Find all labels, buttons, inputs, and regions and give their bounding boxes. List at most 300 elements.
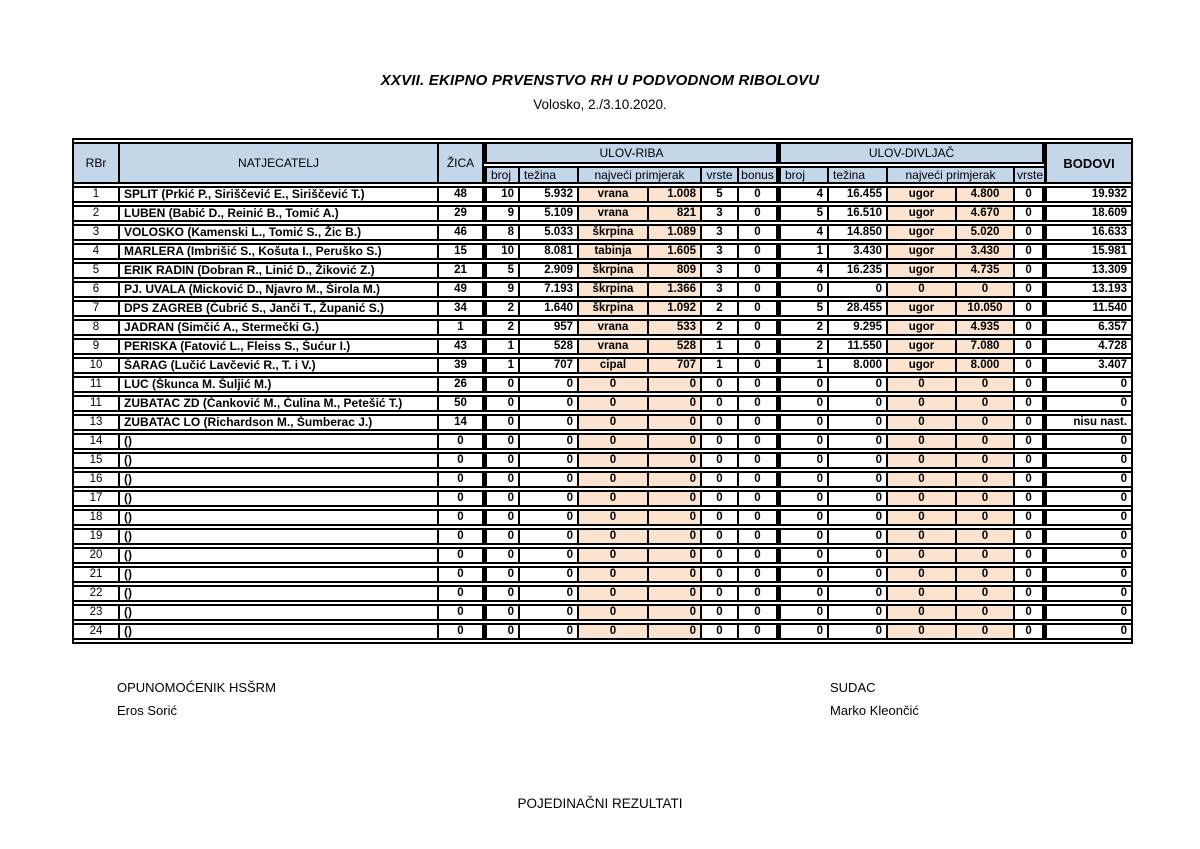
cell-team-name: ERIK RADIN (Dobran R., Linić D., Žiković Z.): [120, 262, 439, 279]
cell-team-name: (): [120, 490, 439, 507]
cell-riba-bonus: 0: [739, 224, 778, 241]
cell-divljac-broj: 0: [778, 471, 829, 488]
col-header-riba-vrste: vrste: [702, 166, 739, 184]
cell-divljac-broj: 5: [778, 205, 829, 222]
cell-riba-bonus: 0: [739, 623, 778, 640]
cell-riba-vrste: 3: [702, 224, 739, 241]
table-row: [74, 471, 1131, 488]
cell-bodovi: 0: [1044, 376, 1131, 393]
cell-divljac-broj: 2: [778, 319, 829, 336]
cell-riba-najveci-vrsta: škrpina: [579, 300, 649, 317]
cell-divljac-vrste: 0: [1015, 281, 1044, 298]
cell-riba-najveci-vrsta: škrpina: [579, 262, 649, 279]
cell-riba-broj: 10: [484, 243, 520, 260]
cell-riba-najveci-tezina: 0: [649, 509, 702, 526]
cell-team-name: PJ. UVALA (Micković D., Njavro M., Širola M.): [120, 281, 439, 298]
table-row: [74, 585, 1131, 602]
cell-riba-bonus: 0: [739, 357, 778, 374]
cell-riba-najveci-tezina: 0: [649, 433, 702, 450]
table-row: [74, 186, 1131, 203]
cell-rank: 9: [74, 338, 120, 355]
col-header-riba-najveci-primjerak: najveći primjerak: [579, 166, 702, 184]
cell-divljac-najveci-tezina: 8.000: [957, 357, 1015, 374]
cell-riba-bonus: 0: [739, 604, 778, 621]
cell-divljac-najveci-vrsta: 0: [888, 281, 957, 298]
signature-block-commissioner: [117, 676, 276, 722]
cell-team-name: (): [120, 528, 439, 545]
cell-riba-najveci-tezina: 0: [649, 604, 702, 621]
cell-divljac-najveci-vrsta: ugor: [888, 338, 957, 355]
cell-zica: 0: [439, 547, 484, 564]
cell-zica: 0: [439, 433, 484, 450]
cell-zica: 14: [439, 414, 484, 431]
cell-divljac-najveci-tezina: 4.800: [957, 186, 1015, 203]
cell-riba-bonus: 0: [739, 300, 778, 317]
judge-role: SUDAC: [830, 680, 876, 695]
cell-riba-vrste: 2: [702, 319, 739, 336]
cell-divljac-najveci-vrsta: 0: [888, 547, 957, 564]
cell-riba-najveci-vrsta: škrpina: [579, 224, 649, 241]
cell-divljac-tezina: 0: [829, 509, 888, 526]
cell-riba-tezina: 0: [520, 623, 579, 640]
cell-divljac-vrste: 0: [1015, 395, 1044, 412]
cell-rank: 19: [74, 528, 120, 545]
cell-divljac-najveci-tezina: 0: [957, 623, 1015, 640]
cell-divljac-tezina: 0: [829, 547, 888, 564]
cell-riba-broj: 0: [484, 547, 520, 564]
cell-team-name: PERISKA (Fatović L., Fleiss S., Šućur I.): [120, 338, 439, 355]
cell-riba-broj: 9: [484, 205, 520, 222]
cell-rank: 4: [74, 243, 120, 260]
table-row: [74, 357, 1131, 374]
table-row: [74, 490, 1131, 507]
commissioner-role: OPUNOMOĆENIK HSŠRM: [117, 680, 276, 695]
cell-rank: 5: [74, 262, 120, 279]
cell-riba-broj: 1: [484, 338, 520, 355]
cell-divljac-broj: 0: [778, 509, 829, 526]
cell-divljac-najveci-tezina: 5.020: [957, 224, 1015, 241]
cell-bodovi: 0: [1044, 395, 1131, 412]
col-header-zica: ŽICA: [439, 142, 484, 184]
cell-bodovi: 11.540: [1044, 300, 1131, 317]
cell-bodovi: 15.981: [1044, 243, 1131, 260]
group-header-ulov-divljac: ULOV-DIVLJAČ: [778, 142, 1044, 164]
cell-riba-najveci-tezina: 0: [649, 528, 702, 545]
cell-divljac-najveci-tezina: 10.050: [957, 300, 1015, 317]
cell-divljac-tezina: 0: [829, 452, 888, 469]
cell-divljac-najveci-vrsta: 0: [888, 528, 957, 545]
cell-divljac-broj: 0: [778, 452, 829, 469]
cell-bodovi: 6.357: [1044, 319, 1131, 336]
cell-zica: 43: [439, 338, 484, 355]
page-subtitle: Volosko, 2./3.10.2020.: [533, 97, 667, 112]
cell-divljac-vrste: 0: [1015, 490, 1044, 507]
cell-team-name: ZUBATAC ZD (Čanković M., Čulina M., Petešić T.): [120, 395, 439, 412]
table-row: [74, 623, 1131, 640]
col-header-riba-tezina: težina: [520, 166, 579, 184]
cell-bodovi: 19.932: [1044, 186, 1131, 203]
table-row: [74, 452, 1131, 469]
cell-team-name: (): [120, 604, 439, 621]
cell-divljac-vrste: 0: [1015, 414, 1044, 431]
cell-bodovi: 16.633: [1044, 224, 1131, 241]
cell-divljac-najveci-tezina: 0: [957, 281, 1015, 298]
cell-divljac-najveci-vrsta: ugor: [888, 224, 957, 241]
cell-divljac-najveci-vrsta: 0: [888, 604, 957, 621]
col-header-divljac-najveci-primjerak: najveći primjerak: [888, 166, 1015, 184]
cell-riba-vrste: 0: [702, 566, 739, 583]
cell-riba-broj: 0: [484, 414, 520, 431]
results-table: [74, 140, 1131, 642]
cell-divljac-najveci-tezina: 0: [957, 528, 1015, 545]
cell-riba-tezina: 957: [520, 319, 579, 336]
cell-riba-broj: 10: [484, 186, 520, 203]
cell-riba-broj: 0: [484, 623, 520, 640]
cell-riba-bonus: 0: [739, 376, 778, 393]
cell-divljac-najveci-vrsta: 0: [888, 433, 957, 450]
cell-riba-tezina: 0: [520, 414, 579, 431]
cell-riba-najveci-vrsta: 0: [579, 471, 649, 488]
cell-riba-tezina: 0: [520, 490, 579, 507]
cell-divljac-tezina: 0: [829, 623, 888, 640]
cell-divljac-tezina: 9.295: [829, 319, 888, 336]
cell-divljac-najveci-vrsta: ugor: [888, 319, 957, 336]
cell-divljac-tezina: 3.430: [829, 243, 888, 260]
cell-riba-najveci-vrsta: 0: [579, 433, 649, 450]
cell-divljac-vrste: 0: [1015, 509, 1044, 526]
cell-divljac-broj: 4: [778, 224, 829, 241]
cell-zica: 21: [439, 262, 484, 279]
cell-riba-bonus: 0: [739, 414, 778, 431]
table-row: [74, 243, 1131, 260]
table-row: [74, 395, 1131, 412]
cell-riba-najveci-vrsta: 0: [579, 452, 649, 469]
cell-riba-najveci-tezina: 707: [649, 357, 702, 374]
cell-riba-tezina: 0: [520, 471, 579, 488]
cell-team-name: JADRAN (Simčić A., Stermečki G.): [120, 319, 439, 336]
cell-bodovi: 0: [1044, 585, 1131, 602]
cell-riba-najveci-vrsta: 0: [579, 623, 649, 640]
cell-riba-vrste: 1: [702, 338, 739, 355]
cell-riba-tezina: 2.909: [520, 262, 579, 279]
cell-riba-vrste: 0: [702, 604, 739, 621]
cell-riba-najveci-tezina: 528: [649, 338, 702, 355]
cell-riba-bonus: 0: [739, 281, 778, 298]
cell-zica: 49: [439, 281, 484, 298]
cell-divljac-najveci-tezina: 0: [957, 509, 1015, 526]
table-row: [74, 528, 1131, 545]
cell-divljac-broj: 0: [778, 281, 829, 298]
cell-divljac-vrste: 0: [1015, 338, 1044, 355]
cell-rank: 14: [74, 433, 120, 450]
table-row: [74, 566, 1131, 583]
cell-divljac-broj: 0: [778, 623, 829, 640]
table-row: [74, 433, 1131, 450]
cell-riba-najveci-vrsta: 0: [579, 547, 649, 564]
cell-divljac-tezina: 16.235: [829, 262, 888, 279]
results-table-container: [72, 138, 1133, 644]
cell-divljac-broj: 0: [778, 433, 829, 450]
cell-bodovi: 4.728: [1044, 338, 1131, 355]
cell-divljac-vrste: 0: [1015, 376, 1044, 393]
cell-bodovi: 0: [1044, 566, 1131, 583]
cell-riba-najveci-vrsta: 0: [579, 490, 649, 507]
cell-team-name: (): [120, 623, 439, 640]
cell-divljac-tezina: 16.455: [829, 186, 888, 203]
cell-riba-tezina: 1.640: [520, 300, 579, 317]
cell-divljac-tezina: 0: [829, 395, 888, 412]
cell-riba-broj: 0: [484, 509, 520, 526]
cell-divljac-broj: 0: [778, 547, 829, 564]
cell-divljac-tezina: 0: [829, 490, 888, 507]
cell-riba-najveci-tezina: 0: [649, 471, 702, 488]
cell-divljac-najveci-vrsta: ugor: [888, 300, 957, 317]
cell-divljac-tezina: 0: [829, 433, 888, 450]
cell-divljac-najveci-vrsta: 0: [888, 585, 957, 602]
cell-divljac-tezina: 0: [829, 604, 888, 621]
cell-bodovi: 13.309: [1044, 262, 1131, 279]
cell-riba-tezina: 0: [520, 566, 579, 583]
cell-zica: 0: [439, 509, 484, 526]
group-header-ulov-riba: ULOV-RIBA: [484, 142, 778, 164]
cell-divljac-najveci-tezina: 0: [957, 414, 1015, 431]
cell-divljac-vrste: 0: [1015, 547, 1044, 564]
cell-riba-najveci-tezina: 821: [649, 205, 702, 222]
cell-team-name: (): [120, 452, 439, 469]
table-row: [74, 376, 1131, 393]
table-row: [74, 262, 1131, 279]
cell-riba-vrste: 5: [702, 186, 739, 203]
cell-zica: 48: [439, 186, 484, 203]
cell-divljac-vrste: 0: [1015, 205, 1044, 222]
cell-team-name: (): [120, 509, 439, 526]
cell-divljac-najveci-tezina: 0: [957, 452, 1015, 469]
cell-riba-broj: 8: [484, 224, 520, 241]
col-header-divljac-vrste: vrste: [1015, 166, 1044, 184]
cell-riba-tezina: 8.081: [520, 243, 579, 260]
cell-divljac-broj: 2: [778, 338, 829, 355]
cell-divljac-vrste: 0: [1015, 243, 1044, 260]
cell-divljac-tezina: 0: [829, 281, 888, 298]
cell-divljac-najveci-tezina: 0: [957, 547, 1015, 564]
cell-riba-bonus: 0: [739, 471, 778, 488]
cell-divljac-broj: 5: [778, 300, 829, 317]
cell-divljac-najveci-tezina: 7.080: [957, 338, 1015, 355]
cell-riba-broj: 0: [484, 604, 520, 621]
cell-riba-najveci-tezina: 0: [649, 376, 702, 393]
cell-zica: 0: [439, 528, 484, 545]
cell-rank: 6: [74, 281, 120, 298]
cell-bodovi: 0: [1044, 452, 1131, 469]
cell-riba-broj: 0: [484, 395, 520, 412]
cell-riba-vrste: 3: [702, 262, 739, 279]
cell-team-name: (): [120, 433, 439, 450]
cell-divljac-tezina: 0: [829, 414, 888, 431]
cell-divljac-tezina: 0: [829, 566, 888, 583]
cell-riba-bonus: 0: [739, 509, 778, 526]
cell-bodovi: 18.609: [1044, 205, 1131, 222]
cell-divljac-najveci-tezina: 0: [957, 604, 1015, 621]
cell-riba-najveci-tezina: 0: [649, 452, 702, 469]
cell-riba-najveci-vrsta: 0: [579, 585, 649, 602]
cell-bodovi: 0: [1044, 623, 1131, 640]
cell-riba-broj: 5: [484, 262, 520, 279]
cell-riba-bonus: 0: [739, 490, 778, 507]
cell-riba-broj: 2: [484, 319, 520, 336]
cell-zica: 34: [439, 300, 484, 317]
cell-divljac-najveci-tezina: 0: [957, 585, 1015, 602]
signature-block-judge: [830, 676, 919, 722]
cell-riba-tezina: 0: [520, 604, 579, 621]
cell-riba-tezina: 0: [520, 547, 579, 564]
cell-riba-najveci-tezina: 0: [649, 623, 702, 640]
cell-team-name: LUBEN (Babić D., Reinić B., Tomić A.): [120, 205, 439, 222]
cell-zica: 0: [439, 623, 484, 640]
cell-riba-bonus: 0: [739, 395, 778, 412]
cell-riba-tezina: 0: [520, 585, 579, 602]
cell-riba-najveci-tezina: 0: [649, 585, 702, 602]
cell-riba-najveci-vrsta: 0: [579, 604, 649, 621]
cell-riba-vrste: 1: [702, 357, 739, 374]
cell-riba-najveci-vrsta: 0: [579, 414, 649, 431]
cell-divljac-najveci-tezina: 0: [957, 395, 1015, 412]
cell-divljac-najveci-vrsta: ugor: [888, 357, 957, 374]
cell-divljac-vrste: 0: [1015, 566, 1044, 583]
cell-rank: 18: [74, 509, 120, 526]
table-row: [74, 509, 1131, 526]
cell-riba-najveci-vrsta: vrana: [579, 319, 649, 336]
cell-divljac-tezina: 0: [829, 585, 888, 602]
cell-riba-tezina: 0: [520, 376, 579, 393]
cell-riba-vrste: 0: [702, 414, 739, 431]
cell-riba-najveci-tezina: 0: [649, 414, 702, 431]
cell-rank: 11: [74, 376, 120, 393]
cell-bodovi: 0: [1044, 509, 1131, 526]
cell-riba-najveci-tezina: 1.605: [649, 243, 702, 260]
cell-riba-bonus: 0: [739, 319, 778, 336]
cell-riba-tezina: 0: [520, 509, 579, 526]
cell-riba-vrste: 0: [702, 528, 739, 545]
cell-bodovi: 3.407: [1044, 357, 1131, 374]
col-header-riba-broj: broj: [484, 166, 520, 184]
cell-riba-vrste: 0: [702, 547, 739, 564]
cell-divljac-najveci-vrsta: 0: [888, 509, 957, 526]
cell-rank: 22: [74, 585, 120, 602]
cell-divljac-broj: 1: [778, 243, 829, 260]
table-row: [74, 414, 1131, 431]
cell-divljac-najveci-tezina: 4.670: [957, 205, 1015, 222]
cell-team-name: DPS ZAGREB (Čubrić S., Janči T., Županić S.): [120, 300, 439, 317]
cell-bodovi: 0: [1044, 547, 1131, 564]
cell-rank: 2: [74, 205, 120, 222]
cell-riba-tezina: 528: [520, 338, 579, 355]
table-row: [74, 281, 1131, 298]
commissioner-name: Eros Sorić: [117, 703, 177, 718]
cell-zica: 0: [439, 566, 484, 583]
cell-riba-bonus: 0: [739, 566, 778, 583]
cell-riba-najveci-vrsta: 0: [579, 395, 649, 412]
cell-rank: 17: [74, 490, 120, 507]
cell-rank: 11: [74, 395, 120, 412]
cell-bodovi: 0: [1044, 471, 1131, 488]
cell-divljac-vrste: 0: [1015, 604, 1044, 621]
cell-team-name: ZUBATAC LO (Richardson M., Šumberac J.): [120, 414, 439, 431]
cell-divljac-najveci-tezina: 0: [957, 433, 1015, 450]
cell-bodovi: 0: [1044, 490, 1131, 507]
footer-sheet-label: POJEDINAČNI REZULTATI: [517, 796, 683, 811]
cell-zica: 0: [439, 604, 484, 621]
cell-team-name: (): [120, 566, 439, 583]
cell-riba-vrste: 0: [702, 471, 739, 488]
cell-divljac-broj: 0: [778, 585, 829, 602]
cell-rank: 7: [74, 300, 120, 317]
cell-zica: 15: [439, 243, 484, 260]
cell-team-name: MARLERA (Imbrišić S., Košuta I., Peruško S.): [120, 243, 439, 260]
cell-zica: 39: [439, 357, 484, 374]
cell-divljac-broj: 0: [778, 414, 829, 431]
cell-riba-najveci-tezina: 1.366: [649, 281, 702, 298]
cell-rank: 24: [74, 623, 120, 640]
table-row: [74, 604, 1131, 621]
cell-riba-najveci-tezina: 0: [649, 547, 702, 564]
cell-divljac-vrste: 0: [1015, 528, 1044, 545]
table-row: [74, 205, 1131, 222]
col-header-riba-bonus: bonus: [739, 166, 778, 184]
cell-riba-broj: 0: [484, 585, 520, 602]
cell-riba-najveci-tezina: 1.092: [649, 300, 702, 317]
cell-zica: 0: [439, 452, 484, 469]
cell-zica: 0: [439, 585, 484, 602]
cell-rank: 8: [74, 319, 120, 336]
table-row: [74, 338, 1131, 355]
page-title: XXVII. EKIPNO PRVENSTVO RH U PODVODNOM RIBOLOVU: [380, 72, 820, 89]
cell-riba-broj: 1: [484, 357, 520, 374]
cell-riba-tezina: 0: [520, 528, 579, 545]
cell-divljac-vrste: 0: [1015, 186, 1044, 203]
cell-riba-najveci-tezina: 809: [649, 262, 702, 279]
cell-divljac-najveci-tezina: 4.735: [957, 262, 1015, 279]
cell-bodovi: 0: [1044, 528, 1131, 545]
col-header-rbr: RBr: [74, 142, 120, 184]
cell-riba-vrste: 0: [702, 433, 739, 450]
cell-divljac-tezina: 11.550: [829, 338, 888, 355]
cell-rank: 21: [74, 566, 120, 583]
col-header-divljac-tezina: težina: [829, 166, 888, 184]
judge-name: Marko Kleončić: [830, 703, 919, 718]
cell-riba-vrste: 0: [702, 490, 739, 507]
cell-divljac-tezina: 0: [829, 471, 888, 488]
cell-riba-najveci-tezina: 0: [649, 566, 702, 583]
cell-riba-najveci-vrsta: vrana: [579, 338, 649, 355]
cell-riba-tezina: 0: [520, 452, 579, 469]
cell-divljac-najveci-vrsta: ugor: [888, 186, 957, 203]
cell-divljac-vrste: 0: [1015, 262, 1044, 279]
cell-riba-tezina: 5.033: [520, 224, 579, 241]
cell-divljac-najveci-vrsta: 0: [888, 490, 957, 507]
cell-bodovi: 0: [1044, 433, 1131, 450]
cell-team-name: (): [120, 471, 439, 488]
cell-zica: 0: [439, 490, 484, 507]
cell-divljac-tezina: 0: [829, 528, 888, 545]
cell-divljac-najveci-vrsta: 0: [888, 471, 957, 488]
cell-team-name: LUC (Škunca M. Šuljić M.): [120, 376, 439, 393]
cell-rank: 23: [74, 604, 120, 621]
cell-rank: 16: [74, 471, 120, 488]
cell-divljac-broj: 0: [778, 490, 829, 507]
cell-riba-bonus: 0: [739, 547, 778, 564]
cell-riba-najveci-vrsta: 0: [579, 566, 649, 583]
cell-rank: 10: [74, 357, 120, 374]
